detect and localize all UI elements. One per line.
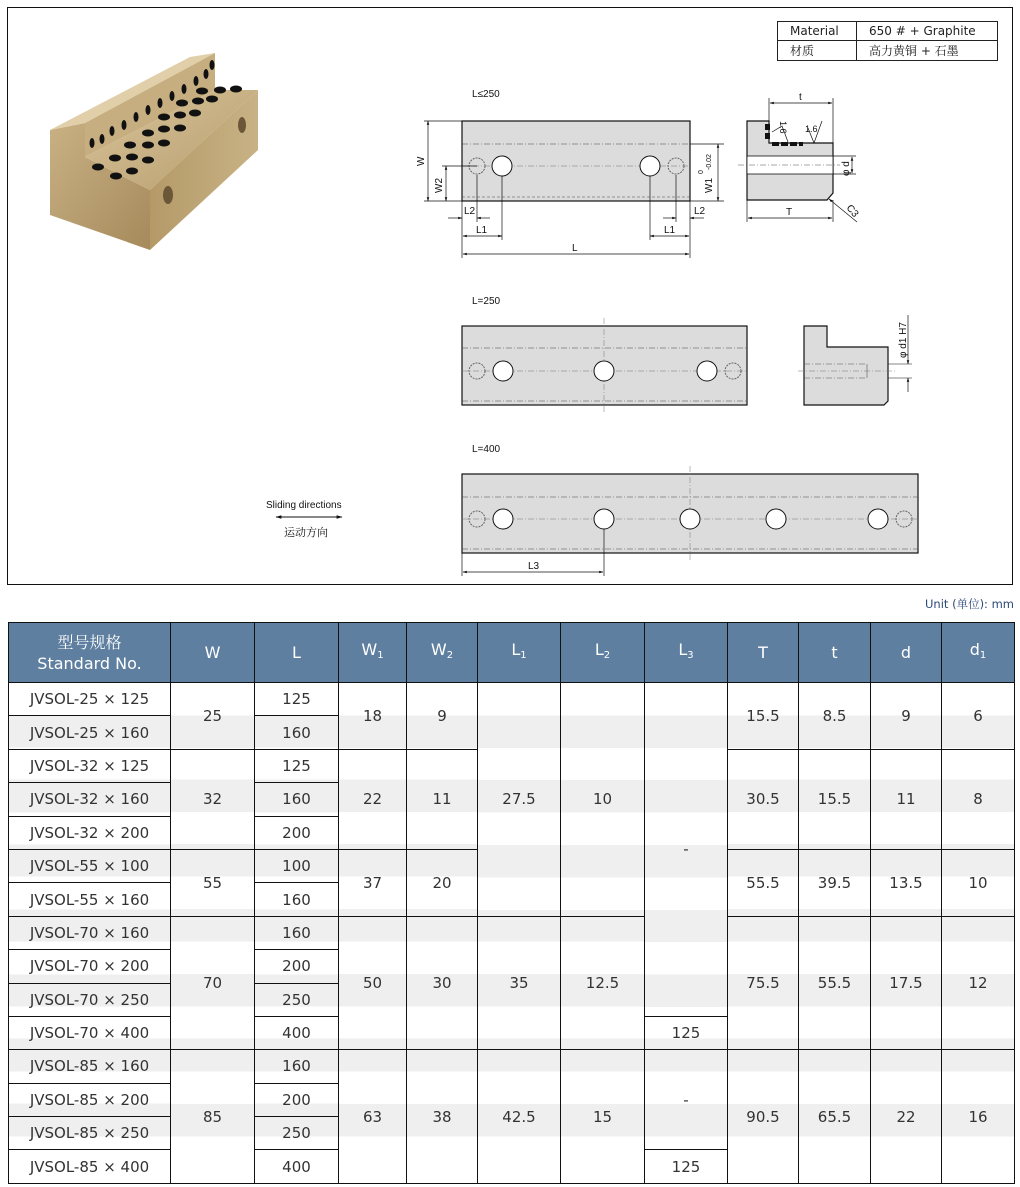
l-cell: 200 <box>255 1083 339 1116</box>
dim-L1-left: L1 <box>476 225 488 236</box>
w1-cell: 50 <box>339 916 407 1050</box>
d-cell: 11 <box>871 749 942 849</box>
l-cell: 100 <box>255 849 339 882</box>
technical-drawings <box>0 0 1020 590</box>
side-section-view <box>738 121 840 200</box>
col-header-L: L <box>255 623 339 683</box>
dim-L2-right: L2 <box>694 206 706 217</box>
l3-cell: 125 <box>645 1016 728 1049</box>
model-cell: JVSOL-25 × 125 <box>9 683 171 716</box>
l3-cell: 125 <box>645 1150 728 1183</box>
table-row <box>9 683 1015 716</box>
material-value-cn: 高力黄铜 + 石墨 <box>857 41 998 61</box>
l1-cell: 35 <box>478 916 561 1050</box>
model-cell: JVSOL-32 × 200 <box>9 816 171 849</box>
material-label-cn: 材质 <box>778 41 857 61</box>
sliding-label-en: Sliding directions <box>266 500 342 511</box>
l-cell: 125 <box>255 749 339 782</box>
w2-cell: 11 <box>407 749 478 849</box>
col-header-T: T <box>728 623 799 683</box>
col-header-L3: $L_3$ <box>645 623 728 683</box>
T-cell: 15.5 <box>728 683 799 750</box>
col-header-W1: $W_1$ <box>339 623 407 683</box>
model-cell: JVSOL-55 × 100 <box>9 849 171 882</box>
view2-title: L=250 <box>472 296 501 307</box>
model-cell: JVSOL-32 × 125 <box>9 749 171 782</box>
l-cell: 250 <box>255 983 339 1016</box>
T-cell: 90.5 <box>728 1050 799 1184</box>
dim-L1-right: L1 <box>664 225 676 236</box>
l1-cell: 42.5 <box>478 1050 561 1184</box>
model-cell: JVSOL-25 × 160 <box>9 716 171 749</box>
l-cell: 200 <box>255 816 339 849</box>
material-value: 650 # + Graphite <box>857 22 998 41</box>
d1-cell: 6 <box>942 683 1015 750</box>
col-header-L2: $L_2$ <box>561 623 645 683</box>
dim-T: T <box>786 207 793 218</box>
l-cell: 200 <box>255 950 339 983</box>
d1-cell: 8 <box>942 749 1015 849</box>
view2-side <box>798 315 912 405</box>
dim-C3: C3 <box>843 202 861 220</box>
col-header-d: d <box>871 623 942 683</box>
l3-cell: - <box>645 1050 728 1150</box>
model-cell: JVSOL-32 × 160 <box>9 783 171 816</box>
l-cell: 160 <box>255 1050 339 1083</box>
table-header-row <box>9 623 1015 683</box>
material-label: Material <box>778 22 857 41</box>
dim-W1-tol-upper: 0 <box>698 170 705 174</box>
d-cell: 9 <box>871 683 942 750</box>
model-cell: JVSOL-55 × 160 <box>9 883 171 916</box>
w-cell: 55 <box>171 849 255 916</box>
col-header-W2: $W_2$ <box>407 623 478 683</box>
d1-cell: 16 <box>942 1050 1015 1184</box>
dim-L: L <box>572 243 578 254</box>
model-cell: JVSOL-70 × 400 <box>9 1016 171 1049</box>
model-cell: JVSOL-70 × 250 <box>9 983 171 1016</box>
sliding-label-cn: 运动方向 <box>284 527 328 539</box>
l-cell: 160 <box>255 883 339 916</box>
l-cell: 160 <box>255 783 339 816</box>
w-cell: 32 <box>171 749 255 849</box>
model-cell: JVSOL-70 × 200 <box>9 950 171 983</box>
t-cell: 39.5 <box>799 849 871 916</box>
dim-W: W <box>416 156 427 166</box>
view1-title: L≤250 <box>472 89 500 100</box>
w-cell: 70 <box>171 916 255 1050</box>
t-cell: 8.5 <box>799 683 871 750</box>
l-cell: 250 <box>255 1117 339 1150</box>
w-cell: 85 <box>171 1050 255 1184</box>
dim-W1: W1 <box>704 178 715 193</box>
l-cell: 160 <box>255 716 339 749</box>
col-header-t: t <box>799 623 871 683</box>
table-row <box>9 1050 1015 1083</box>
l3-cell: - <box>645 683 728 1017</box>
dim-d: φ d <box>841 161 852 176</box>
view2-plate <box>462 318 747 412</box>
model-cell: JVSOL-85 × 400 <box>9 1150 171 1183</box>
view3-title: L=400 <box>472 444 501 455</box>
l-cell: 160 <box>255 916 339 949</box>
d-cell: 17.5 <box>871 916 942 1050</box>
w2-cell: 9 <box>407 683 478 750</box>
table-row <box>9 916 1015 949</box>
T-cell: 30.5 <box>728 749 799 849</box>
dim-L3: L3 <box>528 561 540 572</box>
view3-plate <box>462 466 918 560</box>
dim-d1: φ d1 H7 <box>898 322 909 358</box>
w1-cell: 63 <box>339 1050 407 1184</box>
model-cell: JVSOL-85 × 200 <box>9 1083 171 1116</box>
l2-cell: 15 <box>561 1050 645 1184</box>
col-header-standard-no: 型号规格 Standard No. <box>9 623 171 683</box>
roughness-1: 1.6 <box>778 121 788 134</box>
col-header-d1: $d_1$ <box>942 623 1015 683</box>
dim-t: t <box>799 92 802 103</box>
w1-cell: 37 <box>339 849 407 916</box>
l2-cell: 12.5 <box>561 916 645 1050</box>
d-cell: 13.5 <box>871 849 942 916</box>
d-cell: 22 <box>871 1050 942 1184</box>
l-cell: 400 <box>255 1016 339 1049</box>
T-cell: 75.5 <box>728 916 799 1050</box>
col-header-L1: $L_1$ <box>478 623 561 683</box>
d1-cell: 10 <box>942 849 1015 916</box>
roughness-2: 1.6 <box>805 124 818 134</box>
dim-L2-left: L2 <box>464 206 476 217</box>
t-cell: 55.5 <box>799 916 871 1050</box>
model-cell: JVSOL-85 × 160 <box>9 1050 171 1083</box>
unit-label: Unit (单位): mm <box>925 597 1014 611</box>
l1-cell: 27.5 <box>478 683 561 917</box>
l-cell: 400 <box>255 1150 339 1183</box>
w1-cell: 22 <box>339 749 407 849</box>
w-cell: 25 <box>171 683 255 750</box>
l-cell: 125 <box>255 683 339 716</box>
dim-W2: W2 <box>434 178 445 193</box>
w2-cell: 38 <box>407 1050 478 1184</box>
model-cell: JVSOL-70 × 160 <box>9 916 171 949</box>
w1-cell: 18 <box>339 683 407 750</box>
dim-W1-tol-lower: -0.02 <box>706 154 713 170</box>
t-cell: 65.5 <box>799 1050 871 1184</box>
w2-cell: 20 <box>407 849 478 916</box>
d1-cell: 12 <box>942 916 1015 1050</box>
view1-plate <box>462 121 690 201</box>
l2-cell: 10 <box>561 683 645 917</box>
spec-table <box>8 622 1015 1184</box>
w2-cell: 30 <box>407 916 478 1050</box>
model-cell: JVSOL-85 × 250 <box>9 1117 171 1150</box>
t-cell: 15.5 <box>799 749 871 849</box>
T-cell: 55.5 <box>728 849 799 916</box>
col-header-W: W <box>171 623 255 683</box>
